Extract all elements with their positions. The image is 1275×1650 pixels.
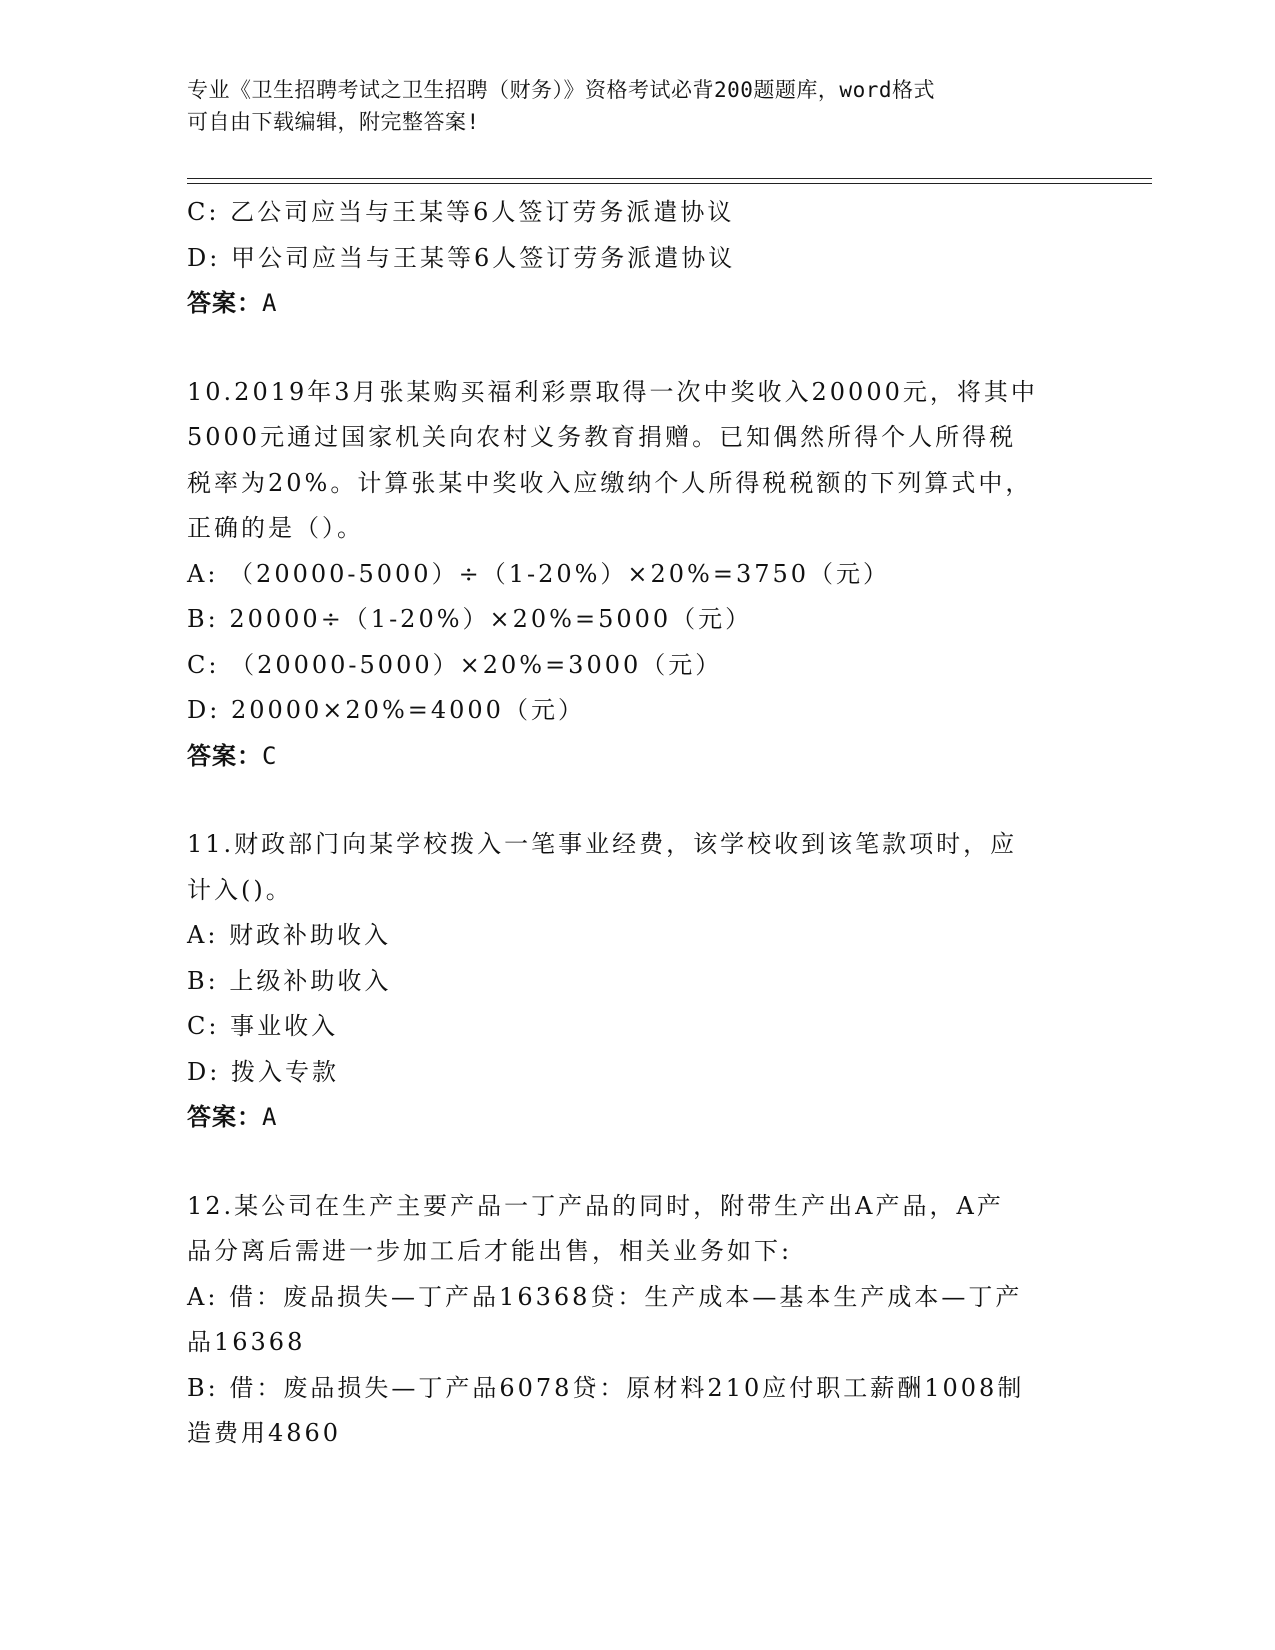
question-stem-line: 12.某公司在生产主要产品一丁产品的同时，附带生产出A产品，A产 [187, 1191, 1004, 1220]
question-11 [187, 822, 1087, 1141]
header-divider-bottom [187, 183, 1152, 184]
option-b: B: 上级补助收入 [187, 966, 392, 995]
question-9-tail [187, 190, 1087, 327]
question-stem-line: 11.财政部门向某学校拨入一笔事业经费，该学校收到该笔款项时，应 [187, 830, 1018, 858]
option-b-continued: 造费用4860 [187, 1419, 342, 1447]
question-stem-line: 计入()。 [187, 875, 293, 904]
option-c: C: 乙公司应当与王某等6人签订劳务派遣协议 [187, 198, 735, 226]
header-divider-top [187, 178, 1152, 179]
answer-line [187, 1095, 1087, 1141]
question-gap [187, 1141, 1087, 1184]
option-d: D: 20000×20%=4000（元） [187, 696, 585, 724]
question-stem-line: 品分离后需进一步加工后才能出售，相关业务如下: [187, 1237, 793, 1265]
answer-label: 答案： [187, 1103, 262, 1131]
option-a: A: （20000-5000）÷（1-20%）×20%=3750（元） [187, 559, 891, 588]
header-line-1: 专业《卫生招聘考试之卫生招聘（财务）》资格考试必背200题题库，word格式 [187, 78, 935, 102]
answer-value: C [262, 741, 278, 770]
answer-label: 答案： [187, 741, 262, 770]
option-b: B: 20000÷（1-20%）×20%=5000（元） [187, 605, 753, 633]
question-stem-line: 正确的是（）。 [187, 514, 364, 542]
question-stem-line: 5000元通过国家机关向农村义务教育捐赠。已知偶然所得个人所得税 [187, 423, 1017, 451]
option-d: D: 拨入专款 [187, 1057, 339, 1086]
question-stem-line: 10.2019年3月张某购买福利彩票取得一次中奖收入20000元，将其中 [187, 377, 1038, 406]
question-gap [187, 327, 1087, 370]
option-a: A: 财政补助收入 [187, 921, 392, 949]
option-c: C: （20000-5000）×20%=3000（元） [187, 650, 723, 679]
answer-line [187, 734, 1087, 780]
answer-value: A [262, 1103, 278, 1131]
answer-label: 答案： [187, 289, 262, 317]
header-line-2: 可自由下载编辑，附完整答案! [187, 110, 480, 134]
question-stem-line: 税率为20%。计算张某中奖收入应缴纳个人所得税税额的下列算式中， [187, 468, 1033, 497]
question-gap [187, 779, 1087, 822]
answer-value: A [262, 289, 278, 317]
option-b: B: 借：废品损失—丁产品6078贷：原材料210应付职工薪酬1008制 [187, 1373, 1025, 1402]
question-12 [187, 1184, 1087, 1457]
answer-line [187, 281, 1087, 327]
option-a: A: 借：废品损失—丁产品16368贷：生产成本—基本生产成本—丁产 [187, 1282, 1023, 1311]
page-header [187, 74, 1067, 138]
question-content [187, 190, 1087, 1457]
question-10 [187, 370, 1087, 780]
option-d: D: 甲公司应当与王某等6人签订劳务派遣协议 [187, 243, 736, 272]
option-c: C: 事业收入 [187, 1012, 339, 1040]
option-a-continued: 品16368 [187, 1328, 306, 1356]
